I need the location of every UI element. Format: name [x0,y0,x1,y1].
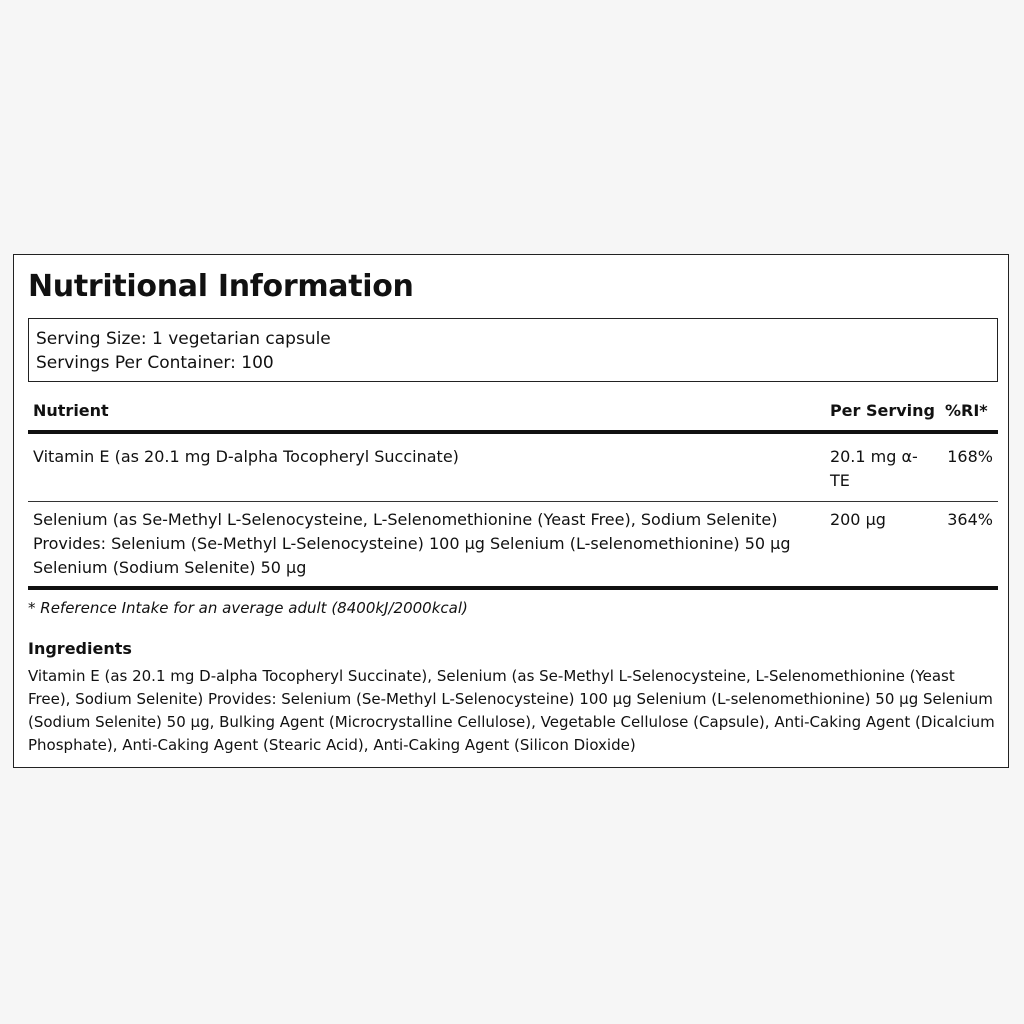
nutrition-panel [13,254,1009,768]
nutrient-ri: 168% [940,432,998,502]
panel-title: Nutritional Information [28,269,414,304]
ingredients-heading: Ingredients [28,639,132,658]
table-header-row [28,391,998,432]
ingredients-text: Vitamin E (as 20.1 mg D-alpha Tocopheryl Succinate), Selenium (as Se-Methyl L-Selenocysteine, L-Selenomethionine (Yeast Free), Sodium Selenite) Provides: Selenium (Se-Methyl L-Selenocysteine) 100 µg Selenium (L-selenomethionine) 50 µg Selenium (Sodium Selenite) 50 µg, Bulking Agent (Microcrystalline Cellulose), Vegetable Cellulose (Capsule), Anti-Caking Agent (Dicalcium Phosphate), Anti-Caking Agent (Stearic Acid), Anti-Caking Agent (Silicon Dioxide) [28,667,995,754]
nutrient-name: Vitamin E (as 20.1 mg D-alpha Tocopheryl Succinate) [28,432,825,502]
nutrient-table [28,391,998,590]
header-nutrient: Nutrient [28,391,825,432]
header-per-serving: Per Serving [825,391,940,432]
nutrient-per-serving: 20.1 mg α-TE [825,432,940,502]
nutrient-name: Selenium (as Se-Methyl L-Selenocysteine, L-Selenomethionine (Yeast Free), Sodium Selenite) Provides: Selenium (Se-Methyl L-Selenocysteine) 100 µg Selenium (L-selenomethionine) 50 µg Selenium (Sodium Selenite) 50 µg [28,502,825,589]
table-row [28,502,998,589]
ri-footnote: * Reference Intake for an average adult (8400kJ/2000kcal) [28,599,468,617]
servings-per-container: Servings Per Container: 100 [36,353,274,373]
serving-size: Serving Size: 1 vegetarian capsule [36,329,331,349]
nutrient-ri: 364% [940,502,998,589]
table-row [28,432,998,502]
header-ri: %RI* [940,391,998,432]
serving-info-box [28,318,998,382]
nutrient-per-serving: 200 µg [825,502,940,589]
